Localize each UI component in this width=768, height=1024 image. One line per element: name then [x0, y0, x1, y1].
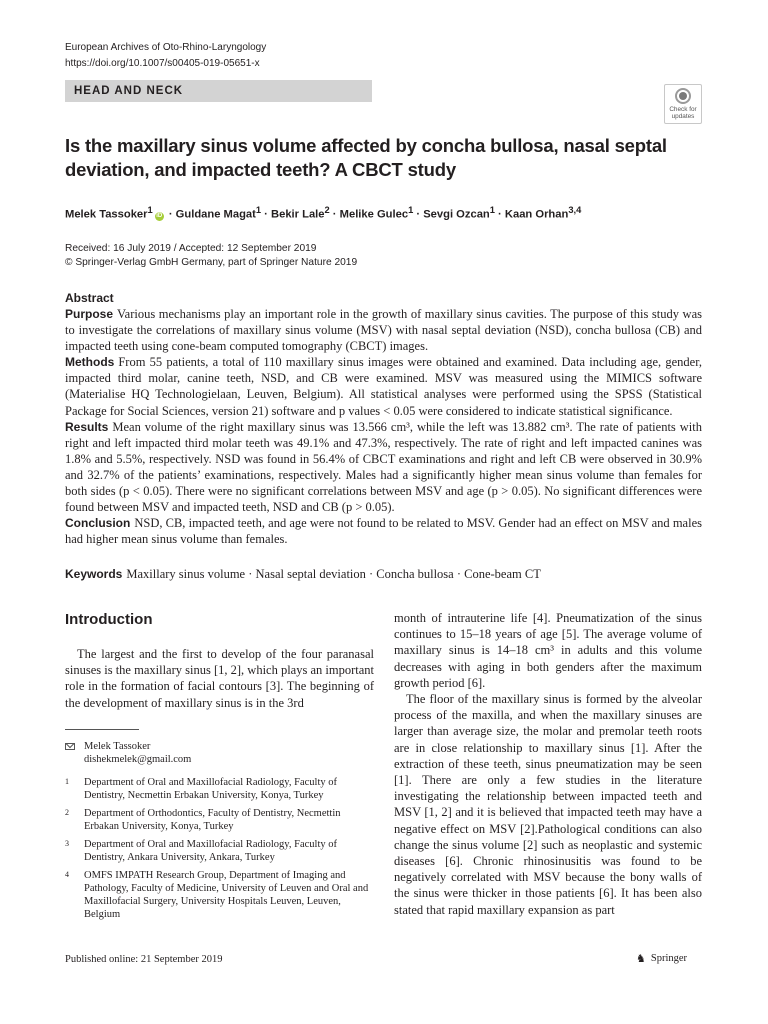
abstract-heading: Abstract	[65, 291, 114, 305]
article-history	[65, 242, 357, 270]
author-affiliation-mark: 1	[147, 205, 153, 215]
article-title	[65, 134, 685, 182]
journal-header	[65, 40, 266, 72]
section-label: HEAD AND NECK	[65, 80, 372, 102]
badge-line1: Check for	[669, 106, 697, 113]
correspondence	[65, 740, 374, 766]
author-affiliation-mark: 2	[324, 205, 330, 215]
right-column	[394, 610, 702, 918]
body-paragraph: month of intrauterine life [4]. Pneumatization of the sinus continues to 15–18 years of age [5]. The average volume of maxillary sinus is 14–18 cm³ in adults and this volume decreases with aging in both genders after the maximum growth period [6].	[394, 611, 702, 690]
correspondence-name: Melek Tassoker	[84, 741, 151, 752]
journal-name: European Archives of Oto-Rhino-Laryngology	[65, 42, 267, 53]
title-line: Is the maxillary sinus volume affected by concha bullosa, nasal septal	[65, 135, 667, 156]
affiliation	[65, 807, 374, 833]
envelope-icon	[65, 743, 75, 750]
results-text: Mean volume of the right maxillary sinus was 13.566 cm³, while the left was 13.882 cm³. The rate of patients with right and left impacted third molar teeth was 49.1% and 47.3%, respectively. The rate of right and left impacted canines was 1.8% and 5.5%, respectively. NSD was found in 56.4% of CBCT examinations and right and left CB were observed in 30.9% and 32.7% of the patients’ examinations, respectively. Males had a significantly higher mean sinus volume than females for both sides (p < 0.05). There were no significant correlations between MSV and age (p > 0.05). No significant differences were found between MSV and impacted teeth, NSD and CB (p > 0.05).	[65, 419, 702, 515]
author-affiliation-mark: 1	[489, 205, 495, 215]
affiliation-text: OMFS IMPATH Research Group, Department of Imaging and Pathology, Faculty of Medicine, University of Leuven and Oral and Maxillofacial Surgery, University Hospitals Leuven, Leuven, Belgium	[84, 870, 369, 920]
author-name[interactable]: Kaan Orhan	[504, 208, 569, 221]
author-name[interactable]: Sevgi Ozcan	[423, 208, 490, 221]
published-date: Published online: 21 September 2019	[65, 954, 223, 965]
purpose-text: Various mechanisms play an important role in the growth of maxillary sinus cavities. The purpose of this study was to investigate the correlations of maxillary sinus volume (MSV) with nasal septal deviation (NSD), concha bullosa (CB) and impacted teeth using cone-beam computed tomography (CBCT) images.	[65, 307, 702, 354]
affiliation-number: 3	[65, 839, 69, 848]
copyright-line: © Springer-Verlag GmbH Germany, part of Springer Nature 2019	[65, 257, 358, 268]
left-column	[65, 610, 374, 711]
abstract-conclusion	[65, 515, 702, 547]
affiliation-text: Department of Orthodontics, Faculty of Dentistry, Necmettin Erbakan University, Konya, Turkey	[84, 808, 341, 832]
affiliation	[65, 776, 374, 802]
orcid-icon[interactable]: iD	[156, 212, 163, 219]
keywords	[65, 566, 702, 582]
affiliation-text: Department of Oral and Maxillofacial Radiology, Faculty of Dentistry, Ankara University, Ankara, Turkey	[84, 839, 337, 863]
doi-link[interactable]: https://doi.org/10.1007/s00405-019-05651-x	[65, 58, 260, 69]
author-name[interactable]: Guldane Magat	[175, 208, 256, 221]
affiliation-number: 2	[65, 808, 69, 817]
keywords-label: Keywords	[65, 567, 123, 581]
publisher-mark	[636, 952, 687, 966]
title-line: deviation, and impacted teeth? A CBCT study	[65, 159, 456, 180]
abstract-purpose	[65, 306, 702, 354]
author-name[interactable]: Melike Gulec	[339, 208, 409, 221]
purpose-label: Purpose	[65, 307, 114, 321]
conclusion-text: NSD, CB, impacted teeth, and age were not found to be related to MSV. Gender had an effect on MSV and males had higher mean sinus volume than females.	[65, 516, 702, 547]
abstract-section	[65, 290, 702, 547]
author-name[interactable]: Bekir Lale	[271, 208, 325, 221]
methods-text: From 55 patients, a total of 110 maxillary sinus images were obtained and examined. Data including age, gender, impacted third molar, canine teeth, NSD, and CB were examined. MSV was measured using the MIMICS software (Materialise HQ Technologielaan, Leuven, Belgium). All statistical analyses were performed using the SPSS (Statistical Package for Social Sciences, version 21) software and p values < 0.05 were considered to indicate statistical significance.	[65, 355, 702, 418]
received-date: Received: 16 July 2019 / Accepted: 12 September 2019	[65, 243, 317, 254]
introduction-heading: Introduction	[65, 611, 153, 628]
affiliation-number: 1	[65, 777, 69, 786]
keywords-text: Maxillary sinus volume · Nasal septal deviation · Concha bullosa · Cone-beam CT	[126, 567, 541, 581]
affiliation-text: Department of Oral and Maxillofacial Radiology, Faculty of Dentistry, Necmettin Erbakan University, Konya, Turkey	[84, 777, 337, 801]
abstract-results	[65, 419, 702, 516]
affiliation-number: 4	[65, 870, 69, 879]
body-paragraph: The floor of the maxillary sinus is formed by the alveolar process of the maxilla, and when the maxillary sinuses are larger than average size, the molar and premolar teeth roots are in close relationship to maxillary sinus [1]. After the extraction of these teeth, sinus pneumatization may be seen [1]. There are only a few studies in the literature investigating the relationship between impacted teeth and MSV [1, 2] and it is believed that impacted teeth may have a negative effect on MSV [2].Pathological conditions can also change the sinus volume [2] such as neoplastic and systemic diseases [6]. Chronic rhinosinusitis was found to be negatively correlated with MSV because the bony walls of the sinus were thicker in those patients [6]. It has been also stated that rapid maxillary expansion as part	[394, 692, 702, 917]
results-label: Results	[65, 419, 109, 434]
author-name[interactable]: Melek Tassoker	[65, 208, 148, 221]
affiliation	[65, 869, 374, 921]
body-paragraph: The largest and the first to develop of the four paranasal sinuses is the maxillary sinus [1, 2], which plays an important role in the formation of facial contours [3]. The beginning of the development of maxillary sinus is in the 3rd	[65, 647, 374, 710]
abstract-methods	[65, 354, 702, 418]
author-affiliation-mark: 1	[255, 205, 262, 215]
springer-horse-icon: ♞	[636, 953, 646, 965]
author-list: Melek Tassoker$^1$iD · Guldane Magat$^1$ · Bekir Lale$^2$ · Melike Gulec$^1$ · Sevgi Ozcan$^1$ · Kaan Orhan$^{3,4}$	[65, 205, 582, 221]
check-for-updates-badge[interactable]	[664, 84, 702, 124]
badge-line2: updates	[671, 113, 695, 120]
author-affiliation-mark: 1	[408, 205, 414, 215]
methods-label: Methods	[65, 355, 115, 370]
publisher-name: Springer	[650, 953, 688, 964]
footnotes	[65, 740, 374, 926]
author-affiliation-mark: 3,4	[568, 205, 582, 215]
check-for-updates-icon	[675, 88, 691, 104]
affiliation	[65, 838, 374, 864]
conclusion-label: Conclusion	[65, 516, 131, 531]
footnote-divider	[65, 729, 139, 730]
correspondence-email[interactable]: dishekmelek@gmail.com	[84, 754, 192, 765]
